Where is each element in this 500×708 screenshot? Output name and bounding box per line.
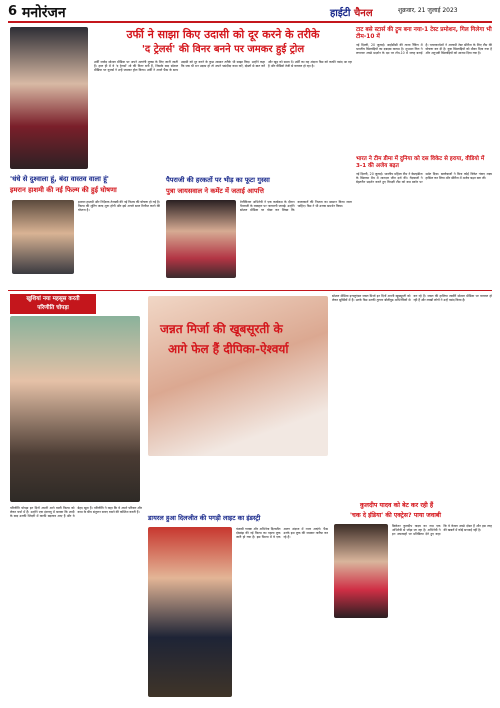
section-title: मनोरंजन [22, 5, 66, 21]
sidebar-top-headline: टाट बसे स्टार्स की ट्रूम बना नया-1 टेस्ट प्रमोशन, गिल गिलेगा भी टीम-10 में [356, 27, 492, 40]
jannat-photo [148, 296, 328, 456]
page-header [8, 2, 492, 20]
lead-headline-2: 'द ट्रेलर्स' की विनर बनने पर जमकर हुई ट्रोल [141, 44, 305, 55]
diljit-photo [148, 527, 232, 697]
sidebar-mid-headline: भारत ने टीम डीमा में दुनिया को दस विकेट से हराया, वीडियो में 3-1 की अजेय बढ़त [356, 156, 485, 169]
paydal-headline-1: पैपराजी की हरकतों पर भीड़ का फूटा गुस्सा [166, 176, 270, 184]
diljit-headline: डायरल हुआ दिलजीत की पगड़ी लाइट का इंडस्ट्री [148, 514, 261, 522]
sidebar-mid-body: नई दिल्ली, 20 जुलाई। भारतीय महिला टीम ने वेस्टइंडीज के खिलाफ मैच में शानदार जीत दर्ज की। गेंदबाजों ने बेहतरीन प्रदर्शन करते हुए विपक्षी टीम को कम स्कोर पर समेट दिया। बल्लेबाजों ने बिना कोई विकेट गंवाए लक्ष्य हासिल कर लिया और सीरीज में अजेय बढ़त बना ली। [356, 172, 492, 185]
lead-headline-1: उर्फी ने साझा किए उदासी को दूर करने के तरीके [126, 28, 320, 41]
sidebar-mid-story [356, 156, 492, 276]
lead-body: उर्फी जावेद सोशल मीडिया पर अपने अतरंगी लुक्स के लिए जानी जाती हैं। हाल ही में वे 'द ट्रेलर्स' शो की विनर बनी हैं, जिसके बाद सोशल मीडिया पर यूजर्स ने उन्हें जमकर ट्रोल किया। उर्फी ने अपने फैंस के साथ उदासी को दूर करने के कुछ आसान तरीके भी साझा किए। उन्होंने कहा कि जब भी मन उदास हो तो अपने पसंदीदा काम करें, दोस्तों से बात करें और खुद को समय दें। उर्फी का यह अंदाज फैंस को काफी पसंद आ रहा है और वीडियो तेजी से वायरल हो रहा है। [94, 60, 352, 73]
issue-date: शुक्रवार, 21 जुलाई 2023 [398, 7, 458, 14]
kuldeep-body: क्रिकेटर कुलदीप यादव का नाम एक अभिनेत्री से जोड़ा जा रहा है। अभिनेत्री ने इन अफवाहों पर प्रतिक्रिया देते हुए कहा कि वे केवल अच्छे दोस्त हैं और इस तरह की खबरों में कोई सच्चाई नहीं है। [392, 524, 492, 537]
jannat-body: सोशल मीडिया इन्फ्लुएंसर जन्नत मिर्जा इन दिनों अपनी खूबसूरती को लेकर सुर्खियों में हैं। उनके फैंस उनकी तुलना बॉलीवुड अभिनेत्रियों से कर रहे हैं। जन्नत की हालिया तस्वीरें सोशल मीडिया पर वायरल हो रही हैं और लाखों लोगों ने उन्हें पसंद किया है। [332, 294, 492, 303]
sidebar-top-body: नई दिल्ली, 20 जुलाई। आईसीसी की ताजा रैंकिंग में भारतीय खिलाड़ियों का दबदबा कायम है। शुभमन गिल ने लगातार अच्छे प्रदर्शन के दम पर टॉप-10 में जगह बनाई है। चयनकर्ताओं ने आगामी टेस्ट सीरीज के लिए टीम की घोषणा कर दी है। युवा खिलाड़ियों को मौका दिया गया है और अनुभवी खिलाड़ियों को आराम दिया गया है। [356, 43, 492, 56]
parineeti-body: परिणीति चोपड़ा इन दिनों अपनी आने वाली फिल्म को लेकर चर्चा में हैं। उन्होंने एक इंटरव्यू में बताया कि शादी के बाद उनकी जिंदगी में काफी बदलाव आए हैं और वे बेहद खुश हैं। परिणीति ने कहा कि वे अपने परिवार और काम के बीच संतुलन बनाए रखने की कोशिश करती हैं। [10, 506, 142, 519]
urfi-photo [10, 27, 88, 169]
jannat-headline-2: आगे फेल हैं दीपिका-ऐश्वर्या [168, 342, 289, 356]
header-rule [8, 21, 492, 23]
parineeti-photo [10, 316, 140, 502]
emraan-body: इमरान हाशमी और निर्देशक तेजस्वी की नई फिल्म की घोषणा हो गई है। फिल्म की शूटिंग जल्द शुरू होगी और इसे अगले साल रिलीज करने की योजना है। [78, 200, 160, 213]
kuldeep-headline-1: कुलदीप यादव को बेट कर रही हैं [360, 502, 434, 509]
diljit-body: पंजाबी गायक और अभिनेता दिलजीत दोसांझ की नई फिल्म का पहला लुक जारी हो गया है। इस फिल्म में वे एक अलग अंदाज में नजर आएंगे। फैंस उनके इस लुक की जमकर तारीफ कर रहे हैं। [236, 527, 328, 540]
jannat-headline-1: जन्नत मिर्जा की खूबसूरती के [160, 322, 283, 336]
sidebar-top-story [356, 27, 492, 153]
emraan-headline-1: 'धंधे से दुश्वाला हूं, बंदा वास्तव वाला हूं' [10, 175, 109, 183]
emraan-headline-2: इमरान हाशमी की नई फिल्म की हुई घोषणा [10, 186, 117, 194]
kuldeep-headline-2: 'चक दे इंडिया' की एक्ट्रेस? पाया जवाबी [350, 512, 441, 519]
emraan-photo [12, 200, 74, 274]
paydal-headline-2: पुत्रा जायसवाल ने कमेंट में जताई आपत्ति [166, 187, 264, 195]
brand-logo: हाईटी चैनल [330, 8, 373, 19]
paydal-body: टेलीविजन अभिनेत्री ने एक कार्यक्रम के दौरान पैपराजी के व्यवहार पर नाराजगी जताई। उन्होंने सोशल मीडिया पर पोस्ट कर लिखा कि कलाकारों की निजता का सम्मान किया जाना चाहिए। फैंस ने भी उनका समर्थन किया। [240, 200, 352, 213]
kuldeep-photo [334, 524, 388, 618]
parineeti-label: खुशियां नया महसूस करती परिणीति चोपड़ा [10, 294, 96, 314]
mid-rule [8, 290, 492, 291]
paydal-photo [166, 200, 236, 278]
page-number: 6 [8, 4, 18, 19]
